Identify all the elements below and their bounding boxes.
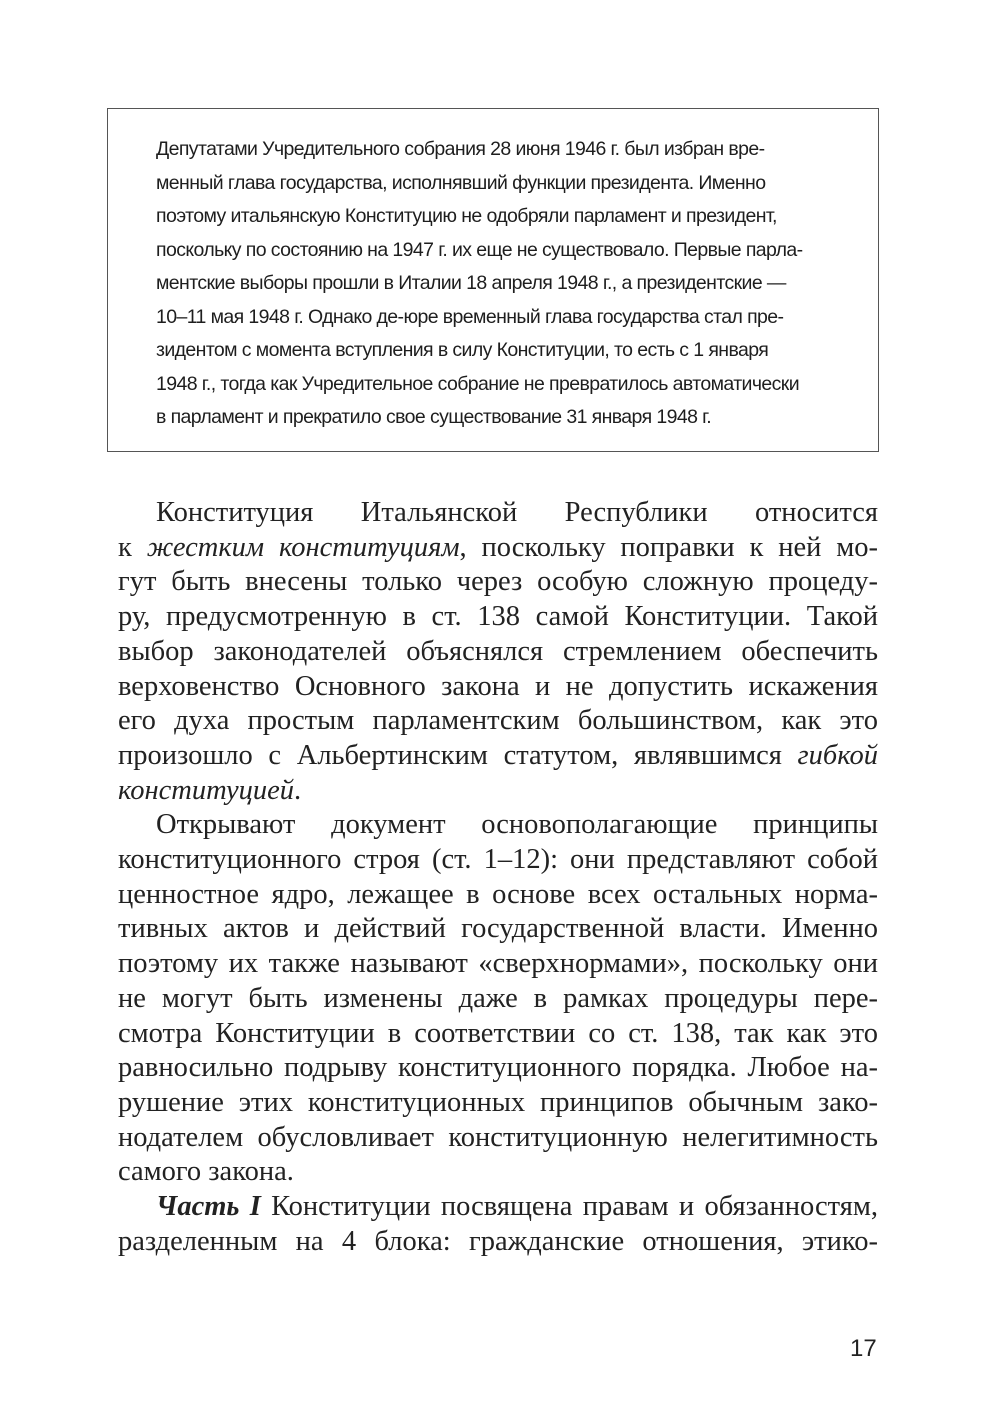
text-fragment: Конституции посвящена правам и обязанностям, [260, 1191, 878, 1223]
text-line: разделенным на 4 блока: гражданские отношения, этико- [118, 1225, 878, 1257]
paragraph-rigid-constitution [118, 496, 878, 808]
text-line: верховенство Основного закона и не допустить искажения [118, 670, 878, 702]
text-fragment: произошло с Альбертинским статутом, являвшимся [118, 739, 798, 771]
text-line [118, 1190, 878, 1225]
note-box [107, 108, 879, 452]
note-line: ментские выборы прошли в Италии 18 апреля 1948 г., а президентские — [156, 272, 786, 294]
note-line: 10–11 мая 1948 г. Однако де-юре временный глава государства стал пре- [156, 305, 784, 328]
text-line: рушение этих конституционных принципов обычным зако- [118, 1086, 878, 1118]
text-fragment: к [118, 531, 147, 563]
text-fragment: . [294, 774, 302, 806]
note-line: менный глава государства, исполнявший функции президента. Именно [156, 171, 766, 194]
text-line: равносильно подрыву конституционного порядка. Любое на- [118, 1052, 878, 1084]
text-line [118, 531, 878, 566]
note-line: 1948 г., тогда как Учредительное собрание не превратилось автоматически [156, 372, 800, 395]
note-line: поэтому итальянскую Конституцию не одобряли парламент и президент, [156, 205, 777, 227]
italic-term: конституцией [118, 774, 295, 806]
text-line: нодателем обусловливает конституционную нелегитимность [118, 1121, 878, 1153]
text-line: выбор законодателей объяснялся стремлением обеспечить [118, 635, 878, 667]
note-line: в парламент и прекратило свое существование 31 января 1948 г. [156, 406, 712, 428]
text-line [118, 774, 878, 809]
text-fragment: , поскольку поправки к ней мо- [459, 531, 878, 563]
text-line: не могут быть изменены даже в рамках процедуры пере- [118, 982, 878, 1014]
text-line: Открывают документ основополагающие принципы [156, 809, 878, 841]
bold-italic-heading: Часть I [156, 1191, 261, 1223]
italic-term: жестким конституциям [146, 531, 460, 563]
text-line: ру, предусмотренную в ст. 138 самой Конституции. Такой [118, 601, 878, 633]
paragraph-principles [118, 808, 878, 1190]
text-line: Конституция Итальянской Республики относится [156, 497, 878, 528]
note-line: поскольку по состоянию на 1947 г. их еще не существовало. Первые парла- [156, 238, 803, 261]
text-line: самого закона. [118, 1156, 294, 1188]
italic-term: гибкой [797, 739, 878, 771]
text-line: ценностное ядро, лежащее в основе всех остальных норма- [118, 878, 878, 910]
text-line: поэтому их также называют «сверхнормами», поскольку они [118, 948, 878, 980]
page-number: 17 [850, 1335, 877, 1362]
text-line: его духа простым парламентским большинством, как это [118, 705, 878, 737]
text-line: тивных актов и действий государственной власти. Именно [118, 913, 878, 945]
main-text [118, 496, 878, 1259]
paragraph-part-one [118, 1190, 878, 1259]
note-line: зидентом с момента вступления в силу Конституции, то есть с 1 января [156, 339, 769, 361]
text-line [118, 739, 878, 774]
text-line: гут быть внесены только через особую сложную процеду- [118, 566, 878, 598]
text-line: конституционного строя (ст. 1–12): они представляют собой [118, 844, 878, 876]
note-line: Депутатами Учредительного собрания 28 июня 1946 г. был избран вре- [156, 138, 765, 160]
text-line: смотра Конституции в соответствии со ст. 138, так как это [118, 1017, 878, 1049]
